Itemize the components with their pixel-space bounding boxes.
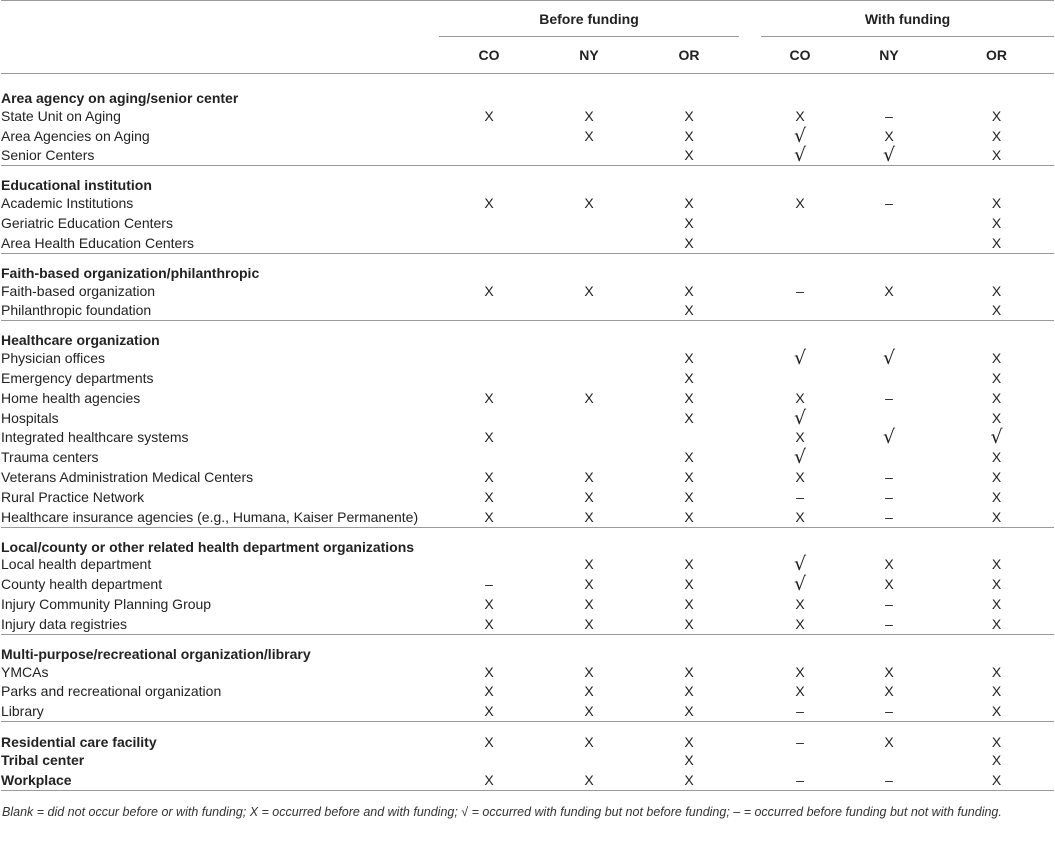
mark-cell: X	[939, 701, 1054, 721]
mark-cell: X	[795, 663, 805, 680]
mark-cell: √	[761, 146, 839, 166]
mark-cell: X	[484, 195, 494, 212]
mark-cell	[439, 126, 539, 146]
category-title: Area agency on aging/senior center	[1, 90, 239, 106]
mark-cell	[839, 408, 939, 428]
mark-cell: X	[584, 127, 594, 144]
col-header-before-or: OR	[639, 37, 739, 74]
mark-cell: X	[795, 429, 805, 446]
row-label: Hospitals	[1, 409, 59, 426]
gap-cell	[739, 388, 761, 408]
mark-cell: –	[885, 389, 893, 406]
mark-cell: X	[884, 734, 894, 751]
table-row	[1, 106, 1054, 126]
gap-cell	[739, 574, 761, 594]
mark-cell	[761, 368, 839, 388]
mark-cell: X	[991, 195, 1002, 212]
group-header-row	[1, 1, 1054, 38]
mark-cell: X	[991, 449, 1002, 466]
gap-cell	[739, 507, 761, 527]
row-label: State Unit on Aging	[1, 107, 121, 124]
category-label: Tribal center	[1, 752, 85, 769]
gap-cell	[739, 408, 761, 428]
mark-cell: X	[884, 282, 894, 299]
mark-cell: X	[439, 701, 539, 721]
row-label: Integrated healthcare systems	[1, 429, 189, 446]
gap-cell	[739, 348, 761, 368]
category-data-row	[1, 750, 1054, 770]
mark-cell: X	[539, 701, 639, 721]
mark-cell: X	[684, 370, 694, 387]
table-row	[1, 233, 1054, 253]
mark-cell	[761, 213, 839, 233]
mark-cell: –	[761, 701, 839, 721]
category-header-row	[1, 253, 1054, 281]
mark-cell: X	[484, 734, 494, 751]
mark-cell: X	[991, 663, 1002, 680]
gap-cell	[739, 368, 761, 388]
mark-cell: X	[684, 683, 694, 700]
mark-cell: X	[539, 770, 639, 790]
mark-cell: –	[885, 488, 893, 505]
mark-cell: X	[639, 233, 739, 253]
mark-cell: √	[793, 347, 807, 370]
state-header-row	[1, 37, 1054, 74]
before-funding-label: Before funding	[539, 11, 639, 27]
mark-cell: –	[885, 107, 893, 124]
gap-cell	[739, 662, 761, 682]
mark-cell: X	[584, 734, 594, 751]
gap-cell	[739, 233, 761, 253]
mark-cell: X	[584, 488, 594, 505]
mark-cell: X	[484, 282, 494, 299]
mark-cell: X	[639, 701, 739, 721]
mark-cell: X	[584, 576, 594, 593]
mark-cell: X	[584, 596, 594, 613]
mark-cell: X	[484, 469, 494, 486]
gap-cell	[739, 106, 761, 126]
mark-cell	[539, 750, 639, 770]
col-header-with-or: OR	[939, 37, 1054, 74]
table-row	[1, 193, 1054, 213]
mark-cell: X	[684, 469, 694, 486]
row-label: Senior Centers	[1, 146, 439, 166]
table-row	[1, 555, 1054, 575]
mark-cell: X	[684, 215, 694, 232]
mark-cell: X	[991, 683, 1002, 700]
mark-cell: –	[761, 770, 839, 790]
table-row	[1, 487, 1054, 507]
mark-cell: X	[484, 429, 494, 446]
mark-cell: X	[439, 507, 539, 527]
mark-cell: X	[991, 576, 1002, 593]
mark-cell: X	[795, 469, 805, 486]
mark-cell: X	[991, 282, 1002, 299]
category-title: Multi-purpose/recreational organization/library	[1, 645, 311, 662]
mark-cell: X	[684, 409, 694, 426]
row-label: Library	[1, 701, 439, 721]
category-label: Workplace	[1, 770, 439, 790]
mark-cell: X	[991, 488, 1002, 505]
gap-cell	[739, 428, 761, 448]
mark-cell: X	[684, 195, 694, 212]
mark-cell	[761, 233, 839, 253]
mark-cell: X	[991, 370, 1002, 387]
table-row	[1, 388, 1054, 408]
col-header-before-ny: NY	[539, 37, 639, 74]
mark-cell: X	[684, 127, 694, 144]
mark-cell: X	[795, 195, 805, 212]
category-header-row	[1, 527, 1054, 555]
mark-cell: X	[884, 127, 894, 144]
mark-cell: √	[839, 146, 939, 166]
mark-cell: –	[839, 507, 939, 527]
mark-cell	[539, 428, 639, 448]
mark-cell: X	[484, 683, 494, 700]
table-row	[1, 507, 1054, 527]
mark-cell	[539, 368, 639, 388]
table-row	[1, 348, 1054, 368]
col-header-gap	[739, 37, 761, 74]
mark-cell	[539, 233, 639, 253]
row-label: Area Health Education Centers	[1, 233, 439, 253]
gap-cell	[739, 722, 761, 751]
mark-cell: X	[991, 734, 1002, 751]
mark-cell: X	[484, 596, 494, 613]
mark-cell: X	[684, 107, 694, 124]
state-header-empty	[1, 37, 439, 74]
mark-cell: –	[839, 770, 939, 790]
mark-cell	[839, 213, 939, 233]
mark-cell: X	[939, 146, 1054, 166]
mark-cell	[539, 146, 639, 166]
mark-cell	[439, 447, 539, 467]
mark-cell: X	[939, 507, 1054, 527]
mark-cell	[839, 750, 939, 770]
mark-cell: X	[539, 614, 639, 634]
mark-cell: X	[991, 107, 1002, 124]
mark-cell: X	[639, 146, 739, 166]
gap-cell	[739, 487, 761, 507]
mark-cell: X	[991, 469, 1002, 486]
mark-cell	[439, 146, 539, 166]
mark-cell: X	[884, 663, 894, 680]
category-label: Residential care facility	[1, 734, 157, 751]
mark-cell: X	[684, 596, 694, 613]
row-label: Academic Institutions	[1, 195, 134, 212]
mark-cell: X	[884, 556, 894, 573]
category-header-row	[1, 74, 1054, 107]
row-label: Faith-based organization	[1, 282, 156, 299]
mark-cell: –	[796, 282, 804, 299]
mark-cell: X	[639, 770, 739, 790]
row-label: Emergency departments	[1, 370, 154, 387]
mark-cell	[439, 408, 539, 428]
row-label: Rural Practice Network	[1, 488, 145, 505]
mark-cell: √	[793, 573, 807, 596]
row-label: Veterans Administration Medical Centers	[1, 469, 254, 486]
table-row	[1, 281, 1054, 301]
mark-cell	[439, 555, 539, 575]
table-row	[1, 213, 1054, 233]
mark-cell	[839, 301, 939, 321]
mark-cell: X	[484, 488, 494, 505]
table-row	[1, 408, 1054, 428]
mark-cell	[439, 233, 539, 253]
mark-cell	[761, 750, 839, 770]
category-data-row	[1, 722, 1054, 751]
table-row	[1, 574, 1054, 594]
mark-cell: X	[584, 195, 594, 212]
gap-cell	[739, 682, 761, 702]
mark-cell: X	[584, 107, 594, 124]
col-header-with-co: CO	[761, 37, 839, 74]
mark-cell: X	[939, 614, 1054, 634]
mark-cell: X	[484, 389, 494, 406]
mark-cell: X	[684, 576, 694, 593]
row-label: Philanthropic foundation	[1, 301, 439, 321]
mark-cell	[539, 447, 639, 467]
mark-cell: X	[991, 596, 1002, 613]
mark-cell: X	[639, 301, 739, 321]
mark-cell	[539, 408, 639, 428]
mark-cell: X	[795, 683, 805, 700]
mark-cell	[439, 213, 539, 233]
mark-cell: X	[584, 683, 594, 700]
gap-cell	[739, 614, 761, 634]
mark-cell: X	[795, 596, 805, 613]
mark-cell: X	[991, 752, 1002, 769]
gap-cell	[739, 594, 761, 614]
row-label: YMCAs	[1, 663, 49, 680]
mark-cell: X	[991, 389, 1002, 406]
mark-cell: √	[882, 426, 896, 449]
table-row	[1, 126, 1054, 146]
with-funding-label: With funding	[864, 11, 951, 27]
mark-cell: X	[684, 734, 694, 751]
mark-cell: X	[795, 107, 805, 124]
mark-cell	[639, 428, 739, 448]
table-row	[1, 594, 1054, 614]
before-funding-header	[439, 1, 739, 38]
row-label: Geriatric Education Centers	[1, 215, 173, 232]
mark-cell: X	[761, 614, 839, 634]
mark-cell: X	[484, 107, 494, 124]
mark-cell	[539, 301, 639, 321]
mark-cell	[539, 348, 639, 368]
row-label: Home health agencies	[1, 389, 141, 406]
mark-cell: –	[839, 614, 939, 634]
mark-cell	[439, 301, 539, 321]
gap-cell	[739, 701, 761, 721]
mark-cell: X	[484, 663, 494, 680]
category-title: Local/county or other related health department organizations	[1, 538, 415, 555]
col-header-with-ny: NY	[839, 37, 939, 74]
row-label: Healthcare insurance agencies (e.g., Humana, Kaiser Permanente)	[1, 507, 439, 527]
mark-cell: X	[584, 556, 594, 573]
mark-cell: √	[990, 426, 1003, 449]
table-row	[1, 447, 1054, 467]
category-title: Healthcare organization	[1, 332, 160, 349]
mark-cell: X	[584, 282, 594, 299]
table-row	[1, 368, 1054, 388]
mark-cell: X	[939, 301, 1054, 321]
mark-cell: X	[684, 282, 694, 299]
table-row	[1, 614, 1054, 634]
row-label: Injury data registries	[1, 614, 439, 634]
gap-cell	[739, 750, 761, 770]
header-empty-cell	[1, 1, 439, 38]
gap-cell	[739, 447, 761, 467]
table-row	[1, 467, 1054, 487]
mark-cell: X	[584, 389, 594, 406]
mark-cell	[839, 368, 939, 388]
mark-cell	[439, 348, 539, 368]
gap-cell	[739, 193, 761, 213]
mark-cell: X	[939, 770, 1054, 790]
mark-cell: X	[684, 663, 694, 680]
gap-cell	[739, 555, 761, 575]
mark-cell: –	[885, 596, 893, 613]
gap-cell	[739, 467, 761, 487]
mark-cell: √	[793, 553, 807, 576]
table-row	[1, 662, 1054, 682]
table-row	[1, 301, 1054, 321]
with-funding-header	[761, 1, 1054, 38]
mark-cell: X	[761, 507, 839, 527]
mark-cell: X	[884, 683, 894, 700]
category-header-row	[1, 634, 1054, 662]
mark-cell	[839, 233, 939, 253]
mark-cell: –	[885, 469, 893, 486]
mark-cell: X	[539, 507, 639, 527]
table-row	[1, 428, 1054, 448]
mark-cell	[439, 750, 539, 770]
mark-cell: √	[793, 406, 807, 429]
col-header-before-co: CO	[439, 37, 539, 74]
mark-cell	[839, 447, 939, 467]
mark-cell	[761, 301, 839, 321]
table-body	[1, 74, 1054, 791]
gap-cell	[739, 770, 761, 790]
mark-cell: –	[796, 734, 804, 751]
gap-cell	[739, 281, 761, 301]
mark-cell: X	[684, 752, 694, 769]
mark-cell: X	[939, 233, 1054, 253]
mark-cell: X	[584, 469, 594, 486]
mark-cell: X	[991, 409, 1002, 426]
mark-cell: X	[684, 449, 694, 466]
category-title: Educational institution	[1, 177, 152, 194]
header-gap-cell	[739, 1, 761, 38]
funding-comparison-table	[1, 0, 1054, 791]
mark-cell: X	[684, 488, 694, 505]
mark-cell: X	[795, 389, 805, 406]
gap-cell	[739, 126, 761, 146]
mark-cell: X	[684, 350, 694, 367]
mark-cell: X	[639, 507, 739, 527]
category-header-row	[1, 321, 1054, 349]
row-label: Physician offices	[1, 350, 106, 367]
row-label: Injury Community Planning Group	[1, 596, 212, 613]
mark-cell	[539, 213, 639, 233]
mark-cell: X	[639, 614, 739, 634]
mark-cell: –	[839, 701, 939, 721]
table-row	[1, 682, 1054, 702]
table-row	[1, 701, 1054, 721]
mark-cell: X	[991, 127, 1002, 144]
mark-cell: √	[882, 347, 896, 370]
mark-cell: X	[991, 215, 1002, 232]
category-header-row	[1, 166, 1054, 194]
gap-cell	[739, 301, 761, 321]
gap-cell	[739, 146, 761, 166]
row-label: Local health department	[1, 556, 152, 573]
row-label: Parks and recreational organization	[1, 683, 222, 700]
table-row	[1, 146, 1054, 166]
category-data-row	[1, 770, 1054, 790]
mark-cell: –	[885, 195, 893, 212]
mark-cell: X	[991, 556, 1002, 573]
mark-cell: X	[439, 770, 539, 790]
mark-cell: X	[439, 614, 539, 634]
mark-cell: √	[793, 446, 807, 469]
mark-cell: X	[991, 350, 1002, 367]
mark-cell: –	[796, 488, 804, 505]
row-label: Trauma centers	[1, 449, 99, 466]
mark-cell	[439, 368, 539, 388]
mark-cell: X	[684, 556, 694, 573]
mark-cell: X	[884, 576, 894, 593]
row-label: Area Agencies on Aging	[1, 127, 150, 144]
table-footnote: Blank = did not occur before or with funding; X = occurred before and with funding; √ = occurred with funding but not before funding; – = occurred before funding but not with funding.	[2, 804, 1002, 819]
mark-cell: –	[485, 576, 493, 593]
mark-cell: X	[584, 663, 594, 680]
row-label: County health department	[1, 576, 163, 593]
category-title: Faith-based organization/philanthropic	[1, 264, 260, 281]
mark-cell: √	[793, 124, 807, 147]
gap-cell	[739, 213, 761, 233]
mark-cell: X	[684, 389, 694, 406]
